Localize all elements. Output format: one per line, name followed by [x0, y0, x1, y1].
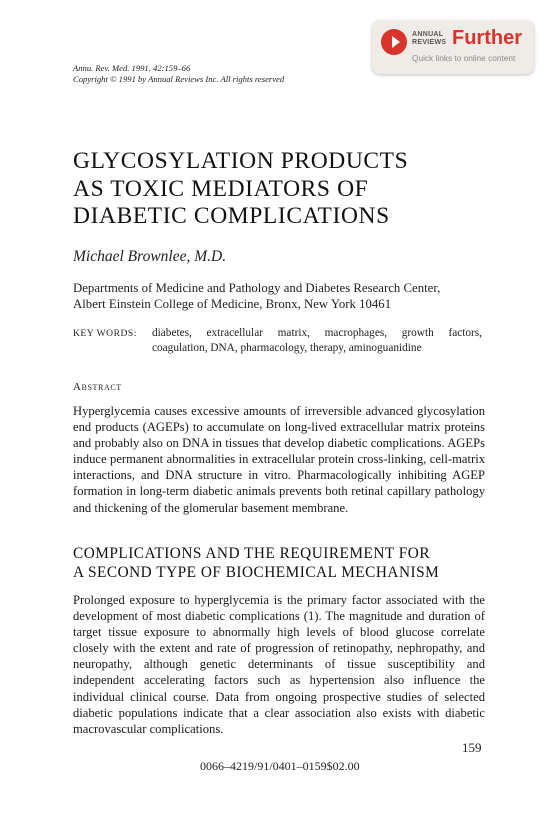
author-name: Michael Brownlee, M.D.	[73, 248, 227, 265]
section-heading-line-1: COMPLICATIONS AND THE REQUIREMENT FOR	[73, 545, 431, 562]
play-triangle-icon	[381, 29, 407, 55]
title-line-1: GLYCOSYLATION PRODUCTS	[73, 148, 409, 174]
abstract-paragraph: Hyperglycemia causes excessive amounts of irreversible advanced glycosylation end products (AGEPs) to accumulate on long-lived extracellular matrix proteins and probably also on DNA in tissues that develop diabetic complications. AGEPs induce permanent abnormalities in extracellular protein cross-linking, cell-matrix interactions, and DNA structure in vitro. Pharmacologically inhibiting AGEP formation in long-term diabetic animals prevents both retinal capillary pathology and thickening of the glomerular basement membrane.	[73, 404, 485, 515]
banner-label-annual: ANNUAL	[412, 31, 444, 38]
body-paragraph: Prolonged exposure to hyperglycemia is the primary factor associated with the development of most diabetic complications (1). The magnitude and duration of target tissue exposure to abnormally high levels of blood glucose correlate closely with the extent and rate of progression of retinopathy, nephropathy, and neuropathy, although genetic determinants of tissue susceptibility and independent accelerating factors such as hypertension also influence the individual clinical course. Data from ongoing prospective studies of selected diabetic populations indicate that a clear association also exists with diabetic macrovascular complications.	[73, 593, 485, 736]
citation-line-1: Annu. Rev. Med. 1991. 42:159–66	[73, 63, 191, 73]
abstract-heading: Abstract	[73, 381, 122, 393]
article-title	[73, 148, 408, 231]
title-line-2: AS TOXIC MEDIATORS OF	[73, 175, 369, 202]
banner-tagline: Quick links to online content	[412, 53, 516, 63]
keywords-label: KEY WORDS:	[73, 328, 137, 339]
banner-further-word: Further	[452, 27, 522, 49]
title-line-3: DIABETIC COMPLICATIONS	[73, 203, 390, 229]
citation-line-2: Copyright © 1991 by Annual Reviews Inc. All rights reserved	[73, 74, 285, 84]
section-heading-line-2: A SECOND TYPE OF BIOCHEMICAL MECHANISM	[73, 563, 440, 581]
keywords-line-1: diabetes, extracellular matrix, macrophages, growth factors,	[152, 327, 482, 339]
annual-reviews-further-banner[interactable]	[372, 20, 534, 74]
affiliation-line-2: Albert Einstein College of Medicine, Bronx, New York 10461	[73, 297, 392, 311]
section-heading	[73, 545, 439, 582]
journal-citation	[73, 63, 284, 85]
affiliation-line-1: Departments of Medicine and Pathology and Diabetes Research Center,	[73, 281, 441, 295]
keywords-list	[152, 326, 482, 356]
keywords-line-2: coagulation, DNA, pharmacology, therapy, aminoguanidine	[152, 342, 422, 354]
banner-label-reviews: REVIEWS	[412, 39, 447, 46]
article-code: 0066–4219/91/0401–0159$02.00	[200, 759, 360, 773]
page-number: 159	[462, 740, 482, 755]
author-affiliation	[73, 280, 493, 312]
